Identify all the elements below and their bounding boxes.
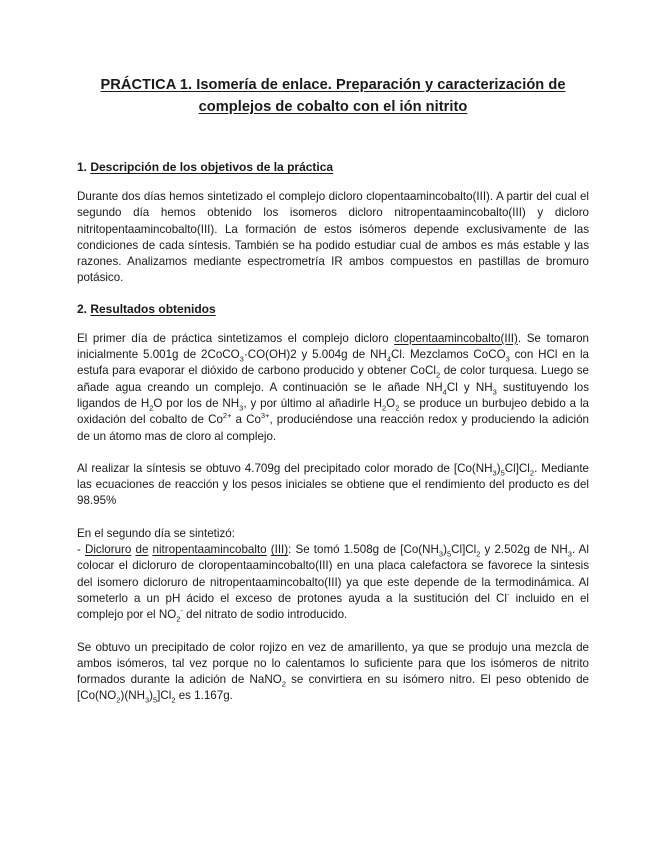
- title-line-1: PRÁCTICA 1. Isomería de enlace. Preparación y caracterización de: [100, 77, 566, 93]
- results-paragraph-3: - Dicloruro de nitropentaamincobalto (III): Se tomó 1.508g de $[Co(NH_3)_5Cl]Cl_2$ y 2.502g de $NH_3$. Al colocar el dicloruro de cloropentaamincobalto(III) en una placa calefactora se favorece la sintesis del isomero dicloruro de nitropentaamincobalto(III) ya que este depende de la termodinámica. Al someterlo a un pH ácido el exceso de protones ayuda a la sustitución del Cl- incluido en el complejo por el $NO_2^-$ del nitrato de sodio introducido.: [77, 543, 589, 624]
- objectives-paragraph: Durante dos días hemos sintetizado el complejo dicloro clopentaamincobalto(III). A partir del cual el segundo día hemos obtenido los isomeros dicloro nitropentaamincobalto(III) y dicloro nitritopentaamincobalto(III). La formación de estos isómeros depende exclusivamente de las condiciones de cada síntesis. También se ha podido estudiar cual de ambos es más estable y las razones. Analizamos mediante espectrometría IR ambos compuestos en pastillas de bromuro potásico.: [77, 190, 589, 285]
- results-paragraph-3-intro: En el segundo día se sintetizó:: [77, 526, 235, 540]
- section-1-number: 1.: [77, 160, 91, 174]
- results-paragraph-4: Se obtuvo un precipitado de color rojizo en vez de amarillento, ya que se produjo una mezcla de ambos isómeros, tal vez porque no lo calentamos lo suficiente para que los isómeros de nitrito formados durante la adición de NaNO$_2$ se convirtiera en su isómero nitro. El peso obtenido de $[Co(NO_2)(NH_3)_5]Cl_2$ es 1.167g.: [77, 640, 589, 705]
- results-paragraph-2: Al realizar la síntesis se obtuvo 4.709g del precipitado color morado de $[Co(NH_3)_5Cl]Cl_2$. Mediante las ecuaciones de reacción y los pesos iniciales se obtiene que el rendimiento del producto es del 98.95%: [77, 461, 589, 508]
- page-title: [77, 74, 589, 118]
- section-2-heading: [77, 301, 589, 317]
- compound-name-link: clopentaamincobalto(III): [394, 331, 518, 345]
- title-line-2: complejos de cobalto con el ión nitrito: [198, 99, 468, 115]
- section-2-title: Resultados obtenidos: [90, 301, 216, 316]
- section-2-number: 2.: [77, 301, 91, 316]
- section-1-heading: [77, 159, 589, 175]
- section-1-title: Descripción de los objetivos de la práctica: [90, 160, 334, 174]
- results-paragraph-1: El primer día de práctica sintetizamos el complejo dicloro clopentaamincobalto(III). Se tomaron inicialmente 5.001g de 2CoCO$_3$·CO(OH)2 y 5.004g de $NH_4Cl$. Mezclamos CoCO$_3$ con HCl en la estufa para evaporar el dióxido de carbono producido y obtener CoCl$_2$ de color turquesa. Luego se añade agua creando un complejo. A continuación se le añade $NH_4Cl$ y $NH_3$ sustituyendo los ligandos de $H_2O$ por los de $NH_3$, y por último al añadirle $H_2O_2$ se produce un burbujeo debido a la oxidación del cobalto de $Co^{2+}$ a $Co^{3+}$, produciéndose una reacción redox y produciendo la adición de un átomo mas de cloro al complejo.: [77, 331, 589, 443]
